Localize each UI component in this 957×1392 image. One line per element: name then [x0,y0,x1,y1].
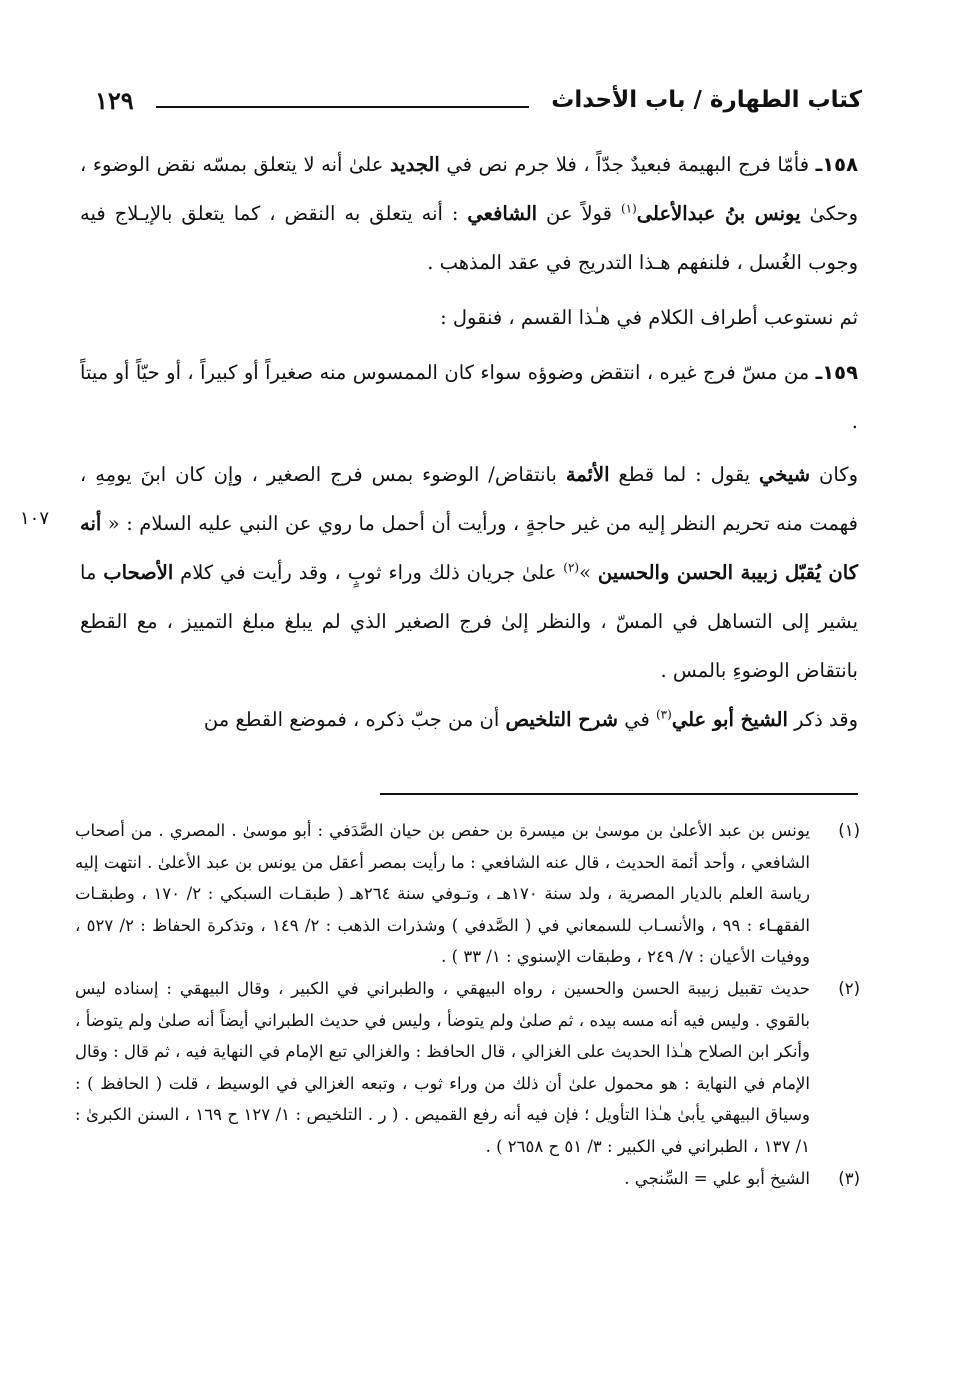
text-run: من مسّ فرج غيره ، انتقض وضوؤه سواء كان الممسوس منه صغيراً أو كبيراً ، أو حيّاً أو ميتاً . [80,361,858,433]
header-rule [156,106,530,108]
bold-term: الجديد [389,153,440,176]
footnote-text: يونس بن عبد الأعلىٰ بن موسىٰ بن ميسرة بن حفص بن حيان الصَّدَفي : أبو موسىٰ . المصري . من أصحاب الشافعي ، وأحد أئمة الحديث ، قال عنه الشافعي : ما رأيت بمصر أعقل من يونس بن عبد الأعلىٰ . انتهت إليه رياسة العلم بالديار المصرية ، ولد سنة ١٧٠هـ ، وتـوفي سنة ٢٦٤هـ ( طبقـات السبكي : ٢/ ١٧٠ ، وطبقـات الفقهـاء : ٩٩ ، والأنسـاب للسمعاني في ( الصَّدفي ) وشذرات الذهب : ٢/ ١٤٩ ، وتذكرة الحفاظ : ٢/ ٥٢٧ ، ووفيات الأعيان : ٧/ ٢٤٩ ، وطبقات الإسنوي : ١/ ٣٣ ) . [75,821,810,967]
text-run: وكان [810,463,858,486]
footnote-3 [75,1163,860,1195]
paragraph-sheikh [80,450,858,695]
bold-book-title: شرح التلخيص [505,708,618,731]
footnote-ref: (١) [620,201,637,216]
running-header [95,80,862,120]
margin-manuscript-number: ١٠٧ [20,508,50,529]
footnote-ref: (٢) [563,560,580,575]
chapter-title: كتاب الطهارة / باب الأحداث [551,87,862,113]
text-run: يقول : لما قطع [609,463,760,486]
footnote-1 [75,815,860,973]
text-run: بانتقاض/ الوضوء بمس فرج الصغير ، وإن كان ابنَ يومِهِ ، فهمت منه تحريم النظر إليه من غير حاجةٍ ، ورأيت أن أحمل ما روي عن النبي عليه السلام : « [80,463,858,535]
footnotes [75,815,860,1194]
text-run: : أنه يتعلق به النقض ، كما يتعلق بالإيـلاج فيه وجوب الغُسل ، فلنفهم هـذا التدريج في عقد المذهب . [80,202,858,274]
bold-term: الأصحاب [103,561,174,584]
paragraph-continuation: ثم نستوعب أطراف الكلام في هـٰذا القسم ، فنقول : [440,306,858,329]
footnote-text: حديث تقبيل زبيبة الحسن والحسين ، رواه البيهقي ، والطبراني في الكبير ، وقال البيهقي : إسناده ليس بالقوي . وليس فيه أنه مسه بيده ، ثم صلىٰ ولم يتوضأ ، وليس في حديث الطبراني أيضاً أنه صلىٰ ولم يتوضأ ، وأنكر ابن الصلاح هـٰذا الحديث على الغزالي ، قال الحافظ : والغزالي تبع الإمام في النهاية فيه ، ثم قال : وقال الإمام في النهاية : هو محمول علىٰ أن ذلك من وراء ثوب ، وتبعه الغزالي في الوسيط ، قلت ( الحافظ ) : وسياق البيهقي يأبىٰ هـٰذا التأويل ؛ فإن فيه أنه رفع القميص . ( ر . التلخيص : ١/ ١٢٧ ح ١٦٩ ، السنن الكبرىٰ : ١/ ١٣٧ ، الطبراني في الكبير : ٣/ ٥١ ح ٢٦٥٨ ) . [75,978,810,1156]
issue-number: ١٥٨ـ [815,153,858,176]
bold-name: الشافعي [467,202,538,225]
footnote-ref: (٣) [655,707,672,722]
bold-name: يونس بنُ عبدالأعلى [636,202,801,225]
bold-name: الشيخ أبو علي [671,708,788,731]
footnote-number: (٣) [838,1168,860,1188]
paragraph-158 [80,140,858,287]
footnote-2 [75,973,860,1163]
text-run: في [618,708,656,731]
text-run: وقد ذكر [787,708,858,731]
main-text [80,140,858,744]
footnote-number: (١) [838,821,860,840]
footnote-number: (٢) [838,978,860,998]
paragraph-159 [80,348,858,446]
text-run: فأمّا فرج البهيمة فبعيدٌ جدّاً ، فلا جرم نص في [439,153,816,176]
footnote-text: الشيخ أبو علي = السِّنجي . [624,1168,810,1188]
text-run: قولاً عن [537,202,621,225]
bold-term: شيخي [759,463,811,486]
bold-term: الأئمة [565,463,610,486]
bold-hadith: أنه كان يُقبّل زبيبة الحسن والحسين [80,512,858,584]
page-number: ١٢٩ [95,85,134,115]
text-run: » [579,561,598,584]
paragraph-last [80,695,858,744]
issue-number: ١٥٩ـ [815,361,858,384]
text-run: أن من جبّ ذكره ، فموضع القطع من [203,708,506,731]
text-run: ما يشير إلى التساهل في المسّ ، والنظر إلىٰ فرج الصغير الذي لم يبلغ مبلغ التمييز ، مع القطع بانتقاض الوضوءِ بالمس . [80,561,858,682]
text-run: علىٰ جريان ذلك وراء ثوبٍ ، وقد رأيت في كلام [173,561,564,584]
footnote-separator [380,793,858,795]
text-run: علىٰ أنه لا يتعلق بمسّه نقض الوضوء ، وحكىٰ [80,153,858,225]
